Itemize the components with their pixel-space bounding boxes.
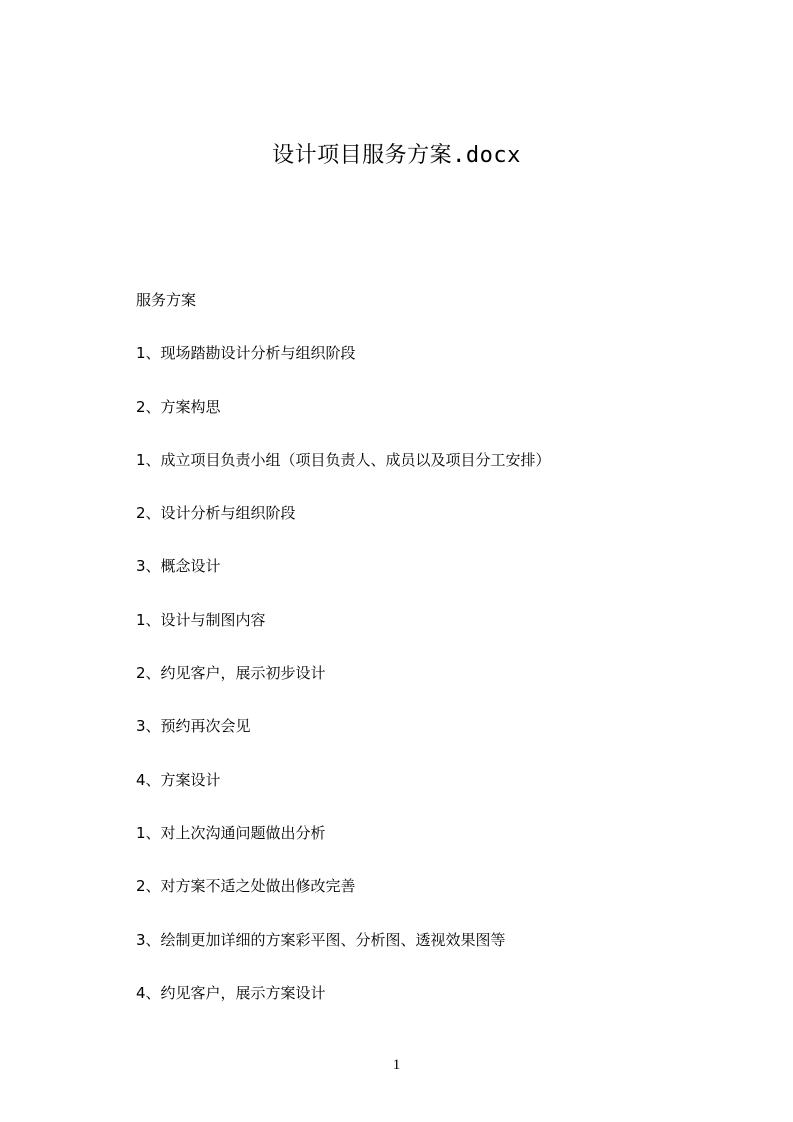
body-line: 3、绘制更加详细的方案彩平图、分析图、透视效果图等 xyxy=(136,930,506,949)
body-line-heading: 服务方案 xyxy=(136,291,197,309)
body-line: 1、现场踏勘设计分析与组织阶段 xyxy=(136,344,356,363)
body-line: 2、设计分析与组织阶段 xyxy=(136,504,296,523)
body-line: 1、对上次沟通问题做出分析 xyxy=(136,823,326,842)
document-title: 设计项目服务方案.docx xyxy=(272,143,521,168)
body-line: 1、设计与制图内容 xyxy=(136,610,266,629)
body-line: 2、约见客户，展示初步设计 xyxy=(136,664,326,683)
body-line: 1、成立项目负责小组（项目负责人、成员以及项目分工安排） xyxy=(136,450,551,469)
page-number: 1 xyxy=(392,1057,401,1073)
body-line: 3、预约再次会见 xyxy=(136,717,251,736)
document-body xyxy=(136,288,736,1034)
body-line: 2、对方案不适之处做出修改完善 xyxy=(136,877,356,896)
body-line: 4、约见客户，展示方案设计 xyxy=(136,983,326,1002)
body-line: 2、方案构思 xyxy=(136,397,221,416)
body-line: 3、概念设计 xyxy=(136,557,221,576)
body-line: 4、方案设计 xyxy=(136,770,221,789)
